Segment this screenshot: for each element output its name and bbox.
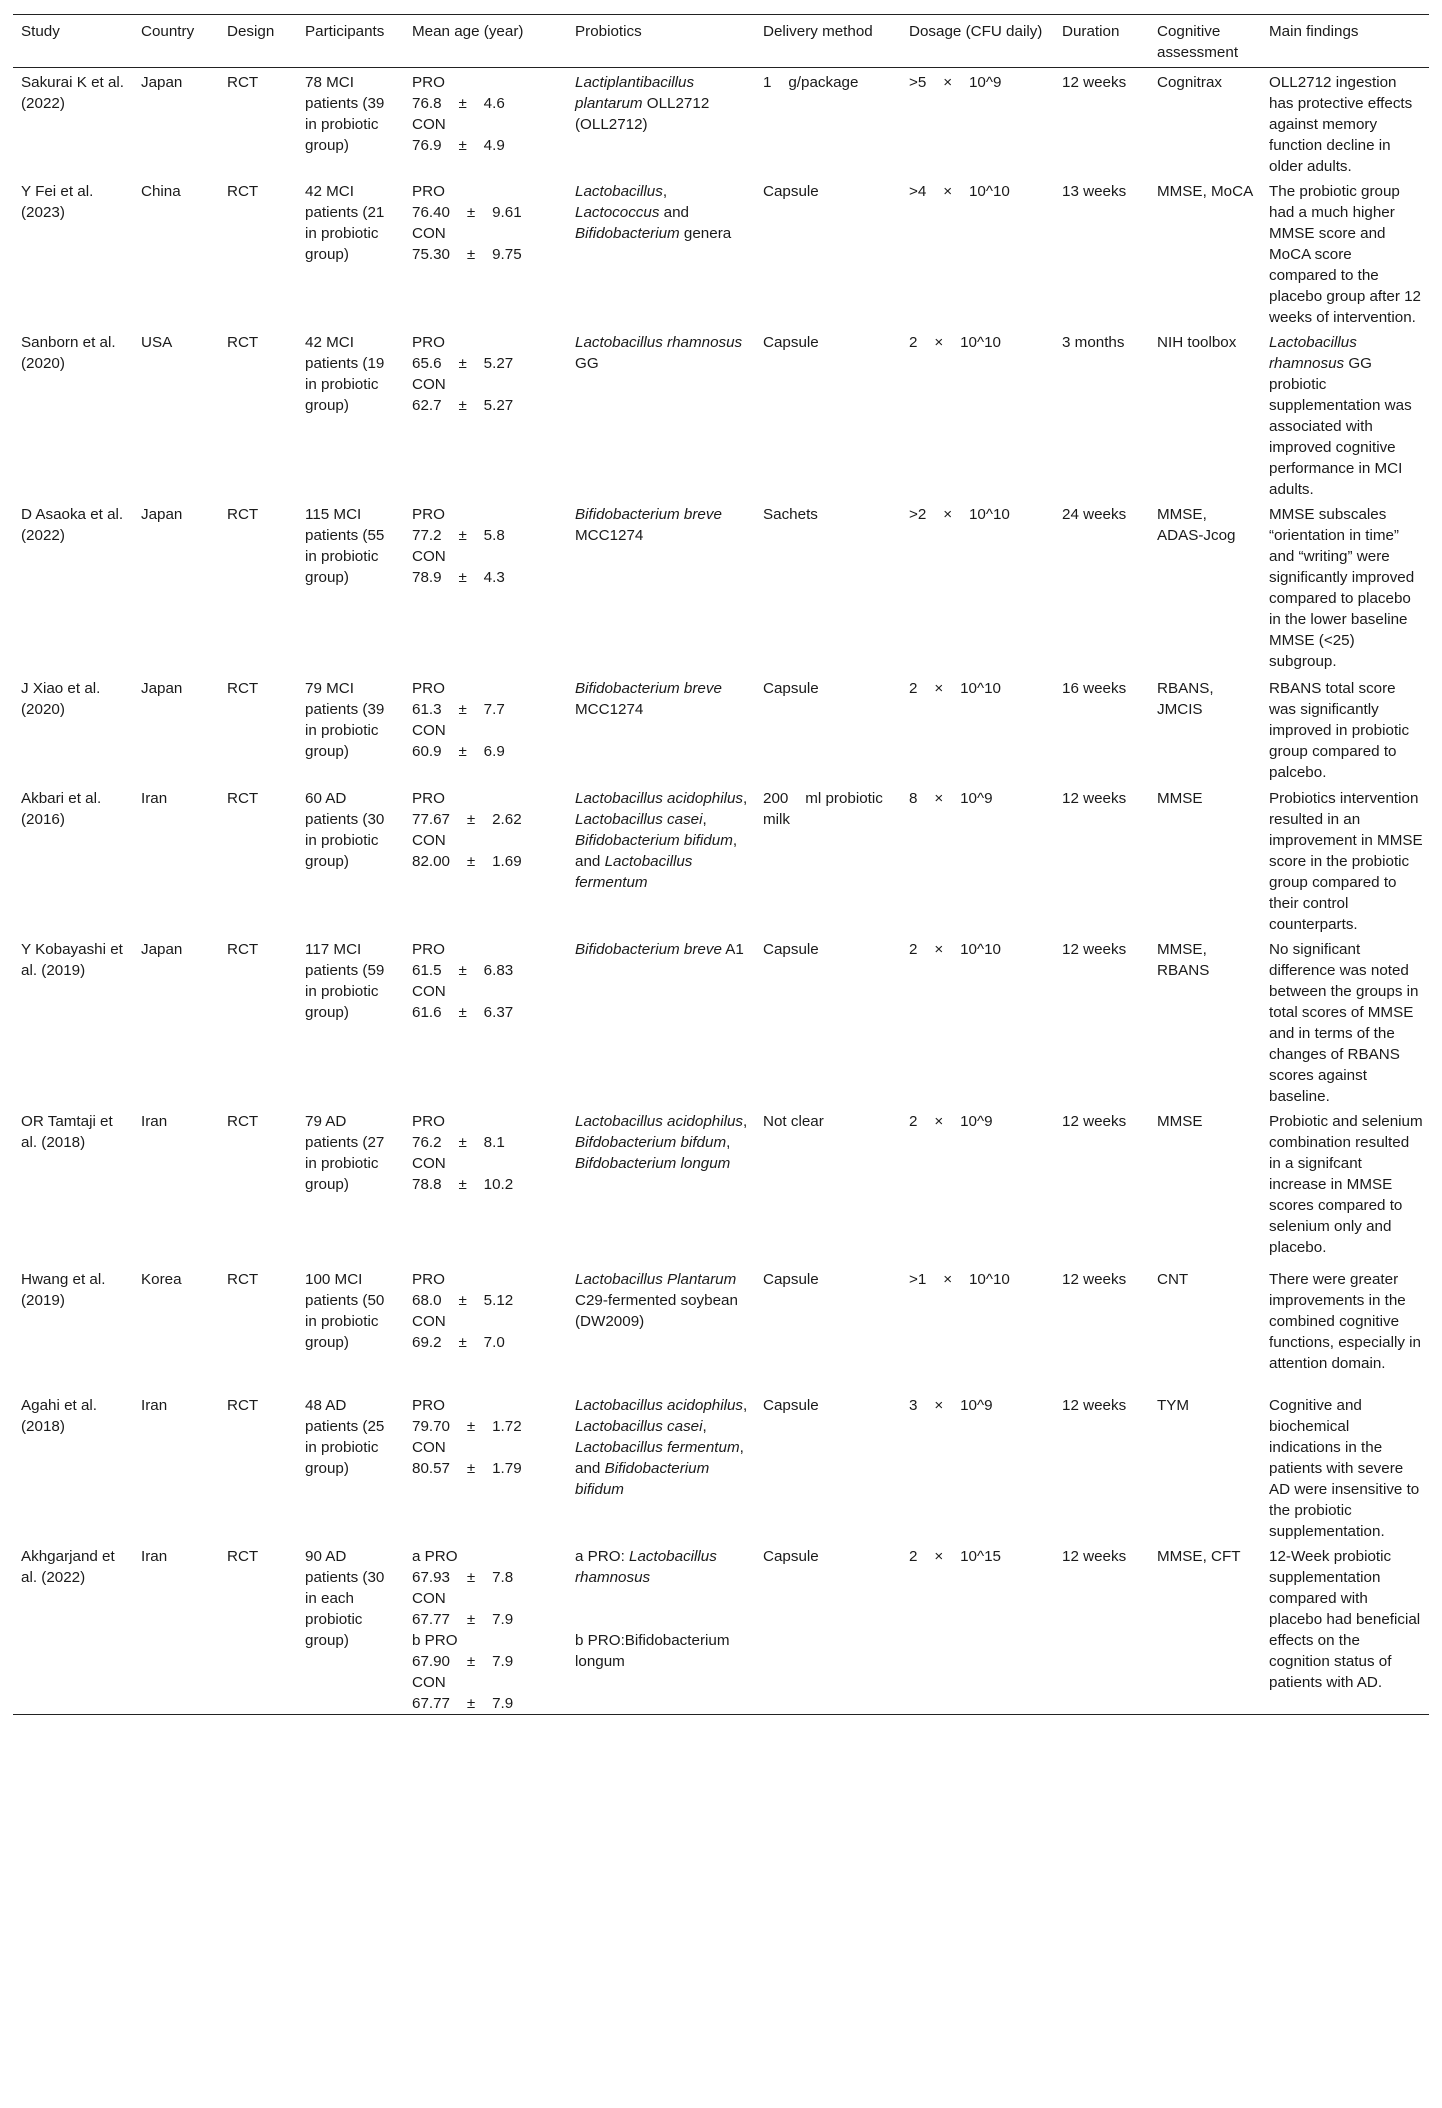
- table-row: [13, 674, 1429, 784]
- cell-assessment: TYM: [1157, 1397, 1190, 1414]
- cell-study: Sanborn et al. (2020): [21, 334, 116, 372]
- text-segment: No significant difference was noted between the groups in total scores of MMSE and in terms of the changes of RBANS scores against baseline.: [1269, 941, 1419, 1105]
- cell-design: RCT: [227, 334, 259, 351]
- table-container: [13, 14, 1429, 1715]
- text-segment: ,: [702, 811, 707, 828]
- cell-country: Iran: [141, 1113, 168, 1130]
- age-line: CON: [412, 1155, 446, 1172]
- cell-mean-age: [404, 68, 567, 178]
- cell-mean-age: [404, 1265, 567, 1391]
- table-row: [13, 177, 1429, 328]
- age-line: CON: [412, 548, 446, 565]
- cell-mean-age: [404, 328, 567, 500]
- cell-probiotics: [567, 500, 755, 674]
- cell-findings: [1261, 500, 1429, 674]
- cell-assessment: CNT: [1157, 1271, 1189, 1288]
- species-name: Bifidobacterium breve: [575, 941, 722, 958]
- cell-dosage: >2 × 10^10: [909, 506, 1010, 523]
- cell-delivery: Capsule: [763, 680, 819, 697]
- cell-participants: 48 AD patients (25 in probiotic group): [305, 1397, 385, 1477]
- cell-duration: 12 weeks: [1062, 790, 1127, 807]
- age-line: 67.93 ± 7.8: [412, 1569, 514, 1586]
- text-segment: C29-fermented soybean (DW2009): [575, 1292, 738, 1330]
- cell-dosage: 2 × 10^10: [909, 941, 1001, 958]
- text-segment: Cognitive and biochemical indications in the patients with severe AD were insensitive to the probiotic supplementation.: [1269, 1397, 1420, 1540]
- cell-country: China: [141, 183, 181, 200]
- age-line: 61.5 ± 6.83: [412, 962, 514, 979]
- age-line: 68.0 ± 5.12: [412, 1292, 514, 1309]
- cell-design: RCT: [227, 183, 259, 200]
- age-line: 67.77 ± 7.9: [412, 1695, 514, 1712]
- cell-delivery: Sachets: [763, 506, 818, 523]
- text-segment: RBANS total score was significantly improved in probiotic group compared to palcebo.: [1269, 680, 1410, 781]
- species-name: Bifidobacterium breve: [575, 506, 722, 523]
- cell-design: RCT: [227, 680, 259, 697]
- text-segment: , and: [575, 1439, 744, 1477]
- col-header-design: Design: [219, 15, 297, 68]
- text-segment: ,: [743, 790, 748, 807]
- cell-delivery: Capsule: [763, 1271, 819, 1288]
- age-line: PRO: [412, 941, 445, 958]
- cell-dosage: >4 × 10^10: [909, 183, 1010, 200]
- col-header-mean-age: Mean age (year): [404, 15, 567, 68]
- species-name: Lactococcus: [575, 204, 660, 221]
- cell-probiotics: [567, 674, 755, 784]
- text-segment: MMSE subscales “orientation in time” and “writing” were significantly improved compared to placebo in the lower baseline MMSE (<25) subgroup.: [1269, 506, 1415, 670]
- col-header-duration: Duration: [1054, 15, 1149, 68]
- age-line: 75.30 ± 9.75: [412, 246, 522, 263]
- text-segment: GG probiotic supplementation was associated with improved cognitive performance in MCI adults.: [1269, 355, 1412, 498]
- cell-assessment: MMSE: [1157, 1113, 1203, 1130]
- col-header-participants: Participants: [297, 15, 404, 68]
- cell-duration: 12 weeks: [1062, 941, 1127, 958]
- cell-mean-age: [404, 500, 567, 674]
- cell-dosage: 3 × 10^9: [909, 1397, 993, 1414]
- cell-design: RCT: [227, 1397, 259, 1414]
- cell-study: Akhgarjand et al. (2022): [13, 1542, 133, 1715]
- species-name: Lactobacillus casei: [575, 811, 703, 828]
- cell-country: Japan: [141, 680, 183, 697]
- age-line: 78.9 ± 4.3: [412, 569, 505, 586]
- cell-findings: [1261, 328, 1429, 500]
- cell-participants: 42 MCI patients (21 in probiotic group): [305, 183, 385, 263]
- species-name: Lactobacillus acidophilus: [575, 790, 744, 807]
- cell-country: Korea: [141, 1271, 182, 1288]
- age-line: CON: [412, 1439, 446, 1456]
- cell-country: Iran: [141, 1397, 168, 1414]
- text-segment: ,: [743, 1397, 748, 1414]
- cell-assessment: MMSE, CFT: [1149, 1542, 1261, 1715]
- cell-mean-age: [404, 674, 567, 784]
- cell-probiotics: [567, 68, 755, 178]
- cell-findings: [1261, 177, 1429, 328]
- species-name: Bifidobacterium bifidum: [575, 832, 733, 849]
- age-line: b PRO: [412, 1632, 458, 1649]
- text-segment: b PRO:Bifidobacterium longum: [575, 1632, 730, 1670]
- age-line: CON: [412, 983, 446, 1000]
- cell-delivery: Capsule: [763, 183, 819, 200]
- cell-dosage: 8 × 10^9: [909, 790, 993, 807]
- table-row: [13, 1391, 1429, 1542]
- cell-delivery: Capsule: [763, 941, 819, 958]
- species-name: Lactobacillus fermentum: [575, 853, 693, 891]
- text-segment: The probiotic group had a much higher MMSE score and MoCA score compared to the placebo group after 12 weeks of intervention.: [1269, 183, 1421, 326]
- cell-assessment: MMSE, RBANS: [1157, 941, 1210, 979]
- species-name: Lactobacillus acidophilus: [575, 1113, 744, 1130]
- cell-participants: 79 MCI patients (39 in probiotic group): [305, 680, 385, 760]
- col-header-delivery: Delivery method: [755, 15, 901, 68]
- cell-design: RCT: [227, 941, 259, 958]
- cell-duration: 12 weeks: [1062, 1113, 1127, 1130]
- cell-design: RCT: [227, 506, 259, 523]
- text-segment: Probiotic and selenium combination resulted in a signifcant increase in MMSE scores compared to selenium only and placebo.: [1269, 1113, 1423, 1256]
- cell-delivery: 200 ml probiotic milk: [763, 790, 888, 828]
- age-line: 61.3 ± 7.7: [412, 701, 505, 718]
- cell-findings: [1261, 1265, 1429, 1391]
- age-line: a PRO: [412, 1548, 458, 1565]
- age-line: PRO: [412, 183, 445, 200]
- species-name: Lactobacillus rhamnosus: [575, 1548, 717, 1586]
- text-segment: , and: [575, 832, 738, 870]
- age-line: PRO: [412, 1271, 445, 1288]
- cell-country: Japan: [141, 941, 183, 958]
- cell-dosage: >5 × 10^9: [909, 74, 1002, 91]
- cell-assessment: RBANS, JMCIS: [1157, 680, 1214, 718]
- species-name: Bifidobacterium: [575, 225, 680, 242]
- col-header-study: Study: [13, 15, 133, 68]
- table-row: [13, 1107, 1429, 1265]
- cell-findings: [1261, 68, 1429, 178]
- cell-design: RCT: [219, 1542, 297, 1715]
- cell-dosage: 2 × 10^10: [909, 334, 1001, 351]
- cell-duration: 24 weeks: [1062, 506, 1127, 523]
- species-name: Lactobacillus rhamnosus: [1269, 334, 1357, 372]
- cell-study: D Asaoka et al. (2022): [21, 506, 124, 544]
- species-name: Bifdobacterium longum: [575, 1155, 731, 1172]
- age-line: 80.57 ± 1.79: [412, 1460, 522, 1477]
- cell-mean-age: [404, 177, 567, 328]
- cell-probiotics: [567, 935, 755, 1107]
- age-line: 76.8 ± 4.6: [412, 95, 505, 112]
- species-name: Lactobacillus casei: [575, 1418, 703, 1435]
- age-line: CON: [412, 1590, 446, 1607]
- cell-study: Agahi et al. (2018): [21, 1397, 97, 1435]
- cell-design: RCT: [227, 1271, 259, 1288]
- cell-dosage: 2 × 10^10: [909, 680, 1001, 697]
- age-line: CON: [412, 1674, 446, 1691]
- cell-findings: [1261, 674, 1429, 784]
- cell-findings: [1261, 935, 1429, 1107]
- cell-design: RCT: [227, 790, 259, 807]
- age-line: 76.2 ± 8.1: [412, 1134, 505, 1151]
- age-line: CON: [412, 832, 446, 849]
- cell-mean-age: [404, 784, 567, 935]
- species-name: Bifidobacterium bifidum: [575, 1460, 710, 1498]
- cell-mean-age: [404, 935, 567, 1107]
- species-name: Lactobacillus: [575, 183, 663, 200]
- cell-participants: 60 AD patients (30 in probiotic group): [305, 790, 385, 870]
- cell-assessment: MMSE: [1157, 790, 1203, 807]
- cell-study: Y Kobayashi et al. (2019): [21, 941, 123, 979]
- text-segment: ,: [743, 1113, 748, 1130]
- cell-study: OR Tamtaji et al. (2018): [21, 1113, 113, 1151]
- text-segment: A1: [721, 941, 744, 958]
- cell-participants: 90 AD patients (30 in each probiotic group): [297, 1542, 404, 1715]
- age-line: 65.6 ± 5.27: [412, 355, 514, 372]
- cell-mean-age: [404, 1107, 567, 1265]
- species-name: Bifidobacterium breve: [575, 680, 722, 697]
- age-line: 61.6 ± 6.37: [412, 1004, 514, 1021]
- text-segment: There were greater improvements in the combined cognitive functions, especially in attention domain.: [1269, 1271, 1421, 1372]
- cell-probiotics: [567, 1542, 755, 1715]
- cell-dosage: >1 × 10^10: [909, 1271, 1010, 1288]
- table-row: [13, 1542, 1429, 1715]
- age-line: PRO: [412, 790, 445, 807]
- cell-dosage: 2 × 10^9: [909, 1113, 993, 1130]
- cell-duration: 12 weeks: [1062, 1271, 1127, 1288]
- cell-duration: 12 weeks: [1062, 74, 1127, 91]
- cell-delivery: Capsule: [763, 1397, 819, 1414]
- cell-country: USA: [141, 334, 173, 351]
- species-name: Lactobacillus acidophilus: [575, 1397, 744, 1414]
- table-row: [13, 935, 1429, 1107]
- age-line: CON: [412, 225, 446, 242]
- cell-country: Japan: [141, 74, 183, 91]
- cell-duration: 16 weeks: [1062, 680, 1127, 697]
- cell-probiotics: [567, 1265, 755, 1391]
- cell-findings: [1261, 784, 1429, 935]
- species-name: Lactobacillus fermentum: [575, 1439, 740, 1456]
- cell-study: J Xiao et al. (2020): [21, 680, 101, 718]
- age-line: PRO: [412, 74, 445, 91]
- cell-participants: 117 MCI patients (59 in probiotic group): [305, 941, 385, 1021]
- cell-assessment: MMSE, ADAS-Jcog: [1157, 506, 1236, 544]
- table-body: [13, 68, 1429, 1715]
- header-row: [13, 15, 1429, 68]
- text-segment: MCC1274: [575, 701, 644, 718]
- age-line: 69.2 ± 7.0: [412, 1334, 505, 1351]
- cell-assessment: Cognitrax: [1157, 74, 1222, 91]
- age-line: PRO: [412, 680, 445, 697]
- cell-country: Iran: [133, 1542, 219, 1715]
- text-segment: a PRO:: [575, 1548, 630, 1565]
- cell-findings: [1261, 1107, 1429, 1265]
- text-segment: OLL2712 (OLL2712): [575, 95, 710, 133]
- cell-participants: 100 MCI patients (50 in probiotic group): [305, 1271, 385, 1351]
- cell-duration: 3 months: [1062, 334, 1125, 351]
- age-line: 78.8 ± 10.2: [412, 1176, 514, 1193]
- cell-delivery: Capsule: [755, 1542, 901, 1715]
- text-segment: OLL2712 ingestion has protective effects against memory function decline in older adults.: [1269, 74, 1413, 175]
- cell-duration: 13 weeks: [1062, 183, 1127, 200]
- text-segment: 12-Week probiotic supplementation compared with placebo had beneficial effects on the cognition status of patients with AD.: [1269, 1548, 1421, 1691]
- age-line: 82.00 ± 1.69: [412, 853, 522, 870]
- cell-study: Akbari et al. (2016): [21, 790, 102, 828]
- age-line: PRO: [412, 334, 445, 351]
- age-line: CON: [412, 116, 446, 133]
- col-header-country: Country: [133, 15, 219, 68]
- cell-findings: [1261, 1542, 1429, 1715]
- cell-findings: [1261, 1391, 1429, 1542]
- age-line: PRO: [412, 1113, 445, 1130]
- cell-study: Sakurai K et al. (2022): [21, 74, 124, 112]
- species-name: Lactiplantibacillus plantarum: [575, 74, 695, 112]
- species-name: Lactobacillus rhamnosus: [575, 334, 743, 351]
- table-row: [13, 500, 1429, 674]
- text-segment: Probiotics intervention resulted in an improvement in MMSE score in the probiotic group compared to their control counterparts.: [1269, 790, 1423, 933]
- cell-design: RCT: [227, 74, 259, 91]
- cell-mean-age: [404, 1391, 567, 1542]
- cell-study: Y Fei et al. (2023): [21, 183, 94, 221]
- text-segment: ,: [702, 1418, 707, 1435]
- text-segment: MCC1274: [575, 527, 644, 544]
- cell-probiotics: [567, 177, 755, 328]
- age-line: 76.9 ± 4.9: [412, 137, 505, 154]
- text-segment: genera: [679, 225, 732, 242]
- age-line: 77.2 ± 5.8: [412, 527, 505, 544]
- text-segment: GG: [575, 355, 599, 372]
- age-line: CON: [412, 722, 446, 739]
- table-row: [13, 784, 1429, 935]
- cell-mean-age: [404, 1542, 567, 1715]
- cell-probiotics: [567, 784, 755, 935]
- age-line: 62.7 ± 5.27: [412, 397, 514, 414]
- col-header-dosage: Dosage (CFU daily): [901, 15, 1054, 68]
- age-line: PRO: [412, 506, 445, 523]
- col-header-probiotics: Probiotics: [567, 15, 755, 68]
- cell-assessment: NIH toolbox: [1157, 334, 1237, 351]
- age-line: CON: [412, 376, 446, 393]
- cell-participants: 115 MCI patients (55 in probiotic group): [305, 506, 385, 586]
- cell-assessment: MMSE, MoCA: [1157, 183, 1254, 200]
- cell-design: RCT: [227, 1113, 259, 1130]
- species-name: Bifdobacterium bifdum: [575, 1134, 727, 1151]
- age-line: 60.9 ± 6.9: [412, 743, 505, 760]
- text-segment: and: [659, 204, 689, 221]
- cell-duration: 12 weeks: [1062, 1397, 1127, 1414]
- age-line: 79.70 ± 1.72: [412, 1418, 522, 1435]
- cell-probiotics: [567, 1107, 755, 1265]
- cell-participants: 42 MCI patients (19 in probiotic group): [305, 334, 385, 414]
- age-line: 76.40 ± 9.61: [412, 204, 522, 221]
- species-name: Lactobacillus Plantarum: [575, 1271, 737, 1288]
- cell-study: Hwang et al. (2019): [21, 1271, 106, 1309]
- text-segment: ,: [662, 183, 668, 200]
- cell-country: Japan: [141, 506, 183, 523]
- studies-table: [13, 14, 1429, 1715]
- age-line: CON: [412, 1313, 446, 1330]
- age-line: 67.77 ± 7.9: [412, 1611, 514, 1628]
- cell-delivery: Capsule: [763, 334, 819, 351]
- cell-country: Iran: [141, 790, 168, 807]
- cell-probiotics: [567, 328, 755, 500]
- table-row: [13, 68, 1429, 178]
- cell-duration: 12 weeks: [1054, 1542, 1149, 1715]
- col-header-assessment: Cognitive assessment: [1149, 15, 1261, 68]
- age-line: 67.90 ± 7.9: [412, 1653, 514, 1670]
- cell-dosage: 2 × 10^15: [901, 1542, 1054, 1715]
- age-line: PRO: [412, 1397, 445, 1414]
- cell-delivery: 1 g/package: [763, 74, 859, 91]
- cell-participants: 79 AD patients (27 in probiotic group): [305, 1113, 385, 1193]
- age-line: 77.67 ± 2.62: [412, 811, 522, 828]
- cell-probiotics: [567, 1391, 755, 1542]
- table-row: [13, 328, 1429, 500]
- text-segment: ,: [726, 1134, 731, 1151]
- col-header-findings: Main findings: [1261, 15, 1429, 68]
- cell-delivery: Not clear: [763, 1113, 824, 1130]
- cell-participants: 78 MCI patients (39 in probiotic group): [305, 74, 385, 154]
- table-row: [13, 1265, 1429, 1391]
